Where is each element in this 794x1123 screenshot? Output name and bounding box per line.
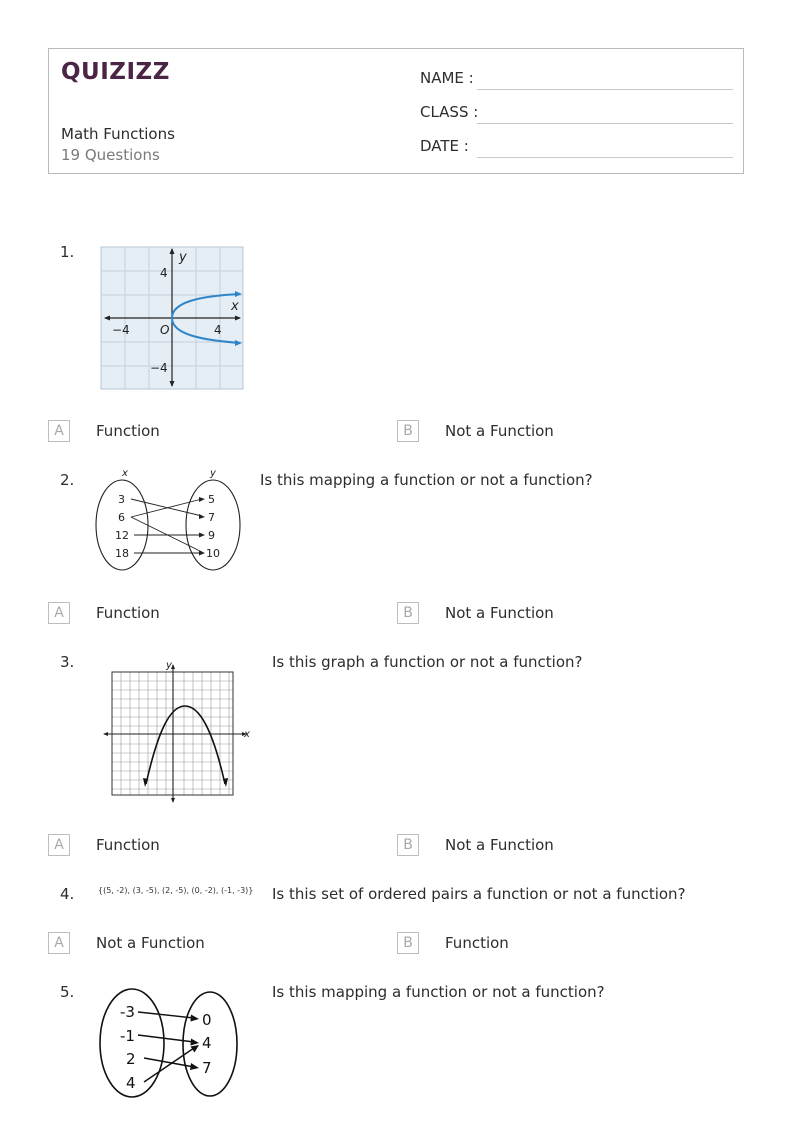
question-number: 2. — [60, 471, 75, 489]
domain-value: 6 — [118, 511, 125, 524]
date-line — [477, 157, 733, 158]
x-axis-arrow-left — [103, 732, 108, 736]
mapping-arrows — [131, 499, 202, 553]
option-letter[interactable]: A — [48, 932, 70, 954]
tick-y-bottom: −4 — [150, 361, 168, 375]
domain-value: 18 — [115, 547, 129, 560]
curve-arrow-left — [143, 778, 148, 787]
q2-mapping — [94, 465, 246, 575]
curve-arrow-right — [223, 778, 228, 787]
tick-y-top: 4 — [160, 266, 168, 280]
q5-mapping — [96, 985, 244, 1103]
q3-graph — [100, 656, 256, 808]
class-line — [477, 123, 733, 124]
x-axis-label: x — [231, 299, 239, 314]
range-value: 4 — [202, 1034, 212, 1052]
domain-value: 2 — [126, 1050, 136, 1068]
y-axis-arrow-down — [171, 798, 175, 803]
range-value: 5 — [208, 493, 215, 506]
origin-label: O — [160, 323, 170, 337]
question-number: 5. — [60, 983, 75, 1001]
downward-parabola — [146, 706, 225, 784]
option-letter[interactable]: B — [397, 932, 419, 954]
range-value: 7 — [202, 1059, 212, 1077]
option-text[interactable]: Function — [96, 422, 160, 440]
question-text: Is this mapping a function or not a function? — [272, 983, 605, 1001]
domain-label: x — [122, 468, 128, 479]
worksheet-header — [48, 48, 744, 174]
tick-x-right: 4 — [214, 323, 222, 337]
y-axis-label: y — [179, 250, 187, 265]
quizizz-logo: QUIZIZZ — [61, 59, 170, 85]
domain-value: -1 — [120, 1027, 135, 1045]
option-text[interactable]: Not a Function — [445, 604, 554, 622]
option-letter[interactable]: A — [48, 420, 70, 442]
range-value: 10 — [206, 547, 220, 560]
range-value: 9 — [208, 529, 215, 542]
question-count: 19 Questions — [61, 146, 160, 164]
class-label: CLASS : — [420, 103, 479, 121]
question-text: Is this mapping a function or not a function? — [260, 471, 593, 489]
domain-value: 3 — [118, 493, 125, 506]
question-number: 3. — [60, 653, 75, 671]
option-text[interactable]: Not a Function — [445, 836, 554, 854]
question-number: 1. — [60, 243, 75, 261]
option-letter[interactable]: B — [397, 420, 419, 442]
option-text[interactable]: Function — [96, 836, 160, 854]
range-value: 0 — [202, 1011, 212, 1029]
q1-graph — [100, 246, 244, 390]
arrowheads — [199, 497, 205, 556]
ordered-pairs-set: {(5, -2), (3, -5), (2, -5), (0, -2), (-1, -3)} — [98, 886, 254, 895]
date-label: DATE : — [420, 137, 469, 155]
name-label: NAME : — [420, 69, 474, 87]
question-text: Is this graph a function or not a function? — [272, 653, 583, 671]
question-text: Is this set of ordered pairs a function or not a function? — [272, 885, 686, 903]
worksheet-title: Math Functions — [61, 125, 175, 143]
range-label: y — [210, 468, 216, 479]
question-number: 4. — [60, 885, 75, 903]
option-letter[interactable]: B — [397, 834, 419, 856]
range-value: 7 — [208, 511, 215, 524]
tick-x-left: −4 — [112, 323, 130, 337]
option-text[interactable]: Function — [96, 604, 160, 622]
name-line — [477, 89, 733, 90]
x-axis-label: x — [244, 729, 250, 740]
arrowheads — [190, 1015, 199, 1071]
option-letter[interactable]: A — [48, 834, 70, 856]
option-letter[interactable]: B — [397, 602, 419, 624]
domain-value: -3 — [120, 1003, 135, 1021]
domain-value: 4 — [126, 1074, 136, 1092]
domain-value: 12 — [115, 529, 129, 542]
option-letter[interactable]: A — [48, 602, 70, 624]
option-text[interactable]: Not a Function — [96, 934, 205, 952]
option-text[interactable]: Not a Function — [445, 422, 554, 440]
option-text[interactable]: Function — [445, 934, 509, 952]
y-axis-label: y — [166, 660, 172, 671]
